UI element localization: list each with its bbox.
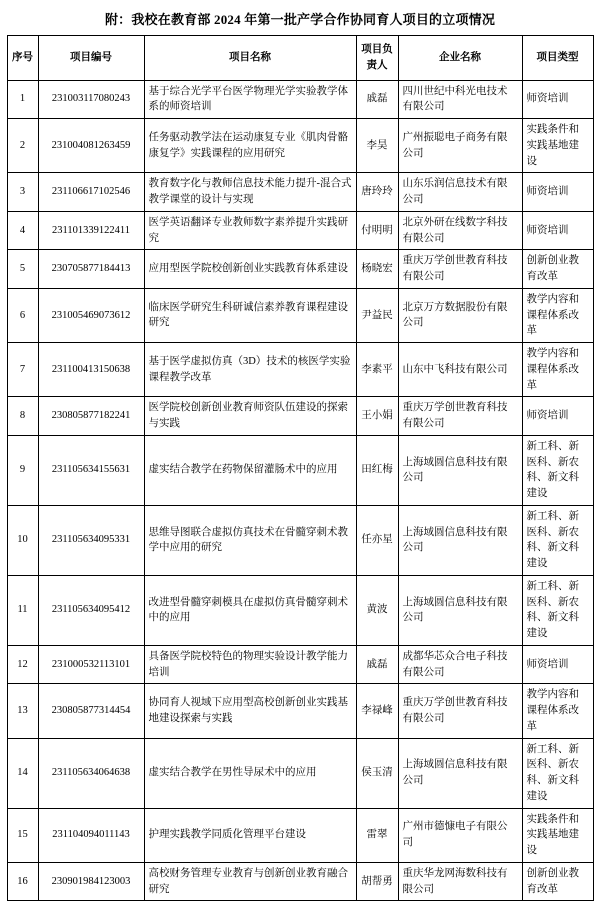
cell-project-leader: 李禄峰 xyxy=(356,684,398,738)
table-row xyxy=(7,211,593,250)
cell-project-number: 231004081263459 xyxy=(38,119,144,173)
cell-serial: 13 xyxy=(7,684,38,738)
cell-project-number: 231101339122411 xyxy=(38,211,144,250)
table-row xyxy=(7,684,593,738)
cell-serial: 1 xyxy=(7,80,38,119)
cell-project-number: 231105634155631 xyxy=(38,435,144,505)
cell-project-type: 实践条件和实践基地建设 xyxy=(522,119,593,173)
cell-project-name: 思维导图联合虚拟仿真技术在骨髓穿刺术教学中应用的研究 xyxy=(144,505,356,575)
cell-project-type: 创新创业教育改革 xyxy=(522,250,593,289)
cell-serial: 15 xyxy=(7,808,38,862)
cell-project-leader: 唐玲玲 xyxy=(356,173,398,212)
cell-serial: 16 xyxy=(7,862,38,901)
cell-project-number: 231003117080243 xyxy=(38,80,144,119)
cell-serial: 6 xyxy=(7,288,38,342)
cell-company-name: 上海域圆信息科技有限公司 xyxy=(398,738,522,808)
cell-project-number: 231105634095412 xyxy=(38,575,144,645)
cell-project-leader: 任亦星 xyxy=(356,505,398,575)
cell-project-type: 新工科、新医科、新农科、新文科建设 xyxy=(522,738,593,808)
cell-project-number: 231100413150638 xyxy=(38,343,144,397)
cell-project-type: 师资培训 xyxy=(522,397,593,436)
cell-project-name: 医学院校创新创业教育师资队伍建设的探索与实践 xyxy=(144,397,356,436)
cell-company-name: 上海域圆信息科技有限公司 xyxy=(398,575,522,645)
cell-project-type: 教学内容和课程体系改革 xyxy=(522,288,593,342)
page-title: 附：我校在教育部 2024 年第一批产学合作协同育人项目的立项情况 xyxy=(104,12,496,27)
cell-serial: 3 xyxy=(7,173,38,212)
cell-project-name: 教育数字化与教师信息技术能力提升-混合式教学课堂的设计与实现 xyxy=(144,173,356,212)
cell-company-name: 重庆万学创世教育科技有限公司 xyxy=(398,397,522,436)
cell-project-leader: 王小娟 xyxy=(356,397,398,436)
cell-serial: 14 xyxy=(7,738,38,808)
table-row xyxy=(7,80,593,119)
cell-company-name: 山东中飞科技有限公司 xyxy=(398,343,522,397)
cell-project-type: 师资培训 xyxy=(522,645,593,684)
cell-company-name: 上海域圆信息科技有限公司 xyxy=(398,505,522,575)
table-row xyxy=(7,505,593,575)
col-header-project-number: 项目编号 xyxy=(38,36,144,81)
cell-project-name: 具备医学院校特色的物理实验设计教学能力培训 xyxy=(144,645,356,684)
cell-project-number: 230805877314454 xyxy=(38,684,144,738)
cell-company-name: 北京外研在线数字科技有限公司 xyxy=(398,211,522,250)
table-row xyxy=(7,250,593,289)
cell-project-number: 231000532113101 xyxy=(38,645,144,684)
cell-project-name: 协同育人视域下应用型高校创新创业实践基地建设探索与实践 xyxy=(144,684,356,738)
cell-serial: 12 xyxy=(7,645,38,684)
cell-project-type: 新工科、新医科、新农科、新文科建设 xyxy=(522,575,593,645)
cell-project-type: 师资培训 xyxy=(522,173,593,212)
cell-project-name: 任务驱动教学法在运动康复专业《肌肉骨骼康复学》实践课程的应用研究 xyxy=(144,119,356,173)
cell-project-leader: 李昊 xyxy=(356,119,398,173)
cell-project-leader: 戚磊 xyxy=(356,80,398,119)
table-row xyxy=(7,288,593,342)
cell-project-type: 创新创业教育改革 xyxy=(522,862,593,901)
cell-company-name: 广州市德慷电子有限公司 xyxy=(398,808,522,862)
cell-company-name: 四川世纪中科光电技术有限公司 xyxy=(398,80,522,119)
table-row xyxy=(7,808,593,862)
cell-company-name: 重庆华龙网海数科技有限公司 xyxy=(398,862,522,901)
cell-project-type: 师资培训 xyxy=(522,80,593,119)
projects-table xyxy=(7,35,594,901)
cell-project-leader: 胡帮勇 xyxy=(356,862,398,901)
cell-project-leader: 杨晓宏 xyxy=(356,250,398,289)
table-row xyxy=(7,173,593,212)
table-header-row xyxy=(7,36,593,81)
cell-project-type: 新工科、新医科、新农科、新文科建设 xyxy=(522,435,593,505)
cell-serial: 2 xyxy=(7,119,38,173)
cell-project-name: 临床医学研究生科研诚信素养教育课程建设研究 xyxy=(144,288,356,342)
table-row xyxy=(7,645,593,684)
col-header-project-leader: 项目负责人 xyxy=(356,36,398,81)
cell-project-leader: 黄波 xyxy=(356,575,398,645)
cell-project-name: 医学英语翻译专业教师数字素养提升实践研究 xyxy=(144,211,356,250)
cell-serial: 5 xyxy=(7,250,38,289)
cell-project-leader: 田红梅 xyxy=(356,435,398,505)
cell-project-number: 230705877184413 xyxy=(38,250,144,289)
cell-project-number: 231104094011143 xyxy=(38,808,144,862)
cell-serial: 7 xyxy=(7,343,38,397)
col-header-company-name: 企业名称 xyxy=(398,36,522,81)
cell-project-number: 231106617102546 xyxy=(38,173,144,212)
cell-project-name: 基于综合光学平台医学物理光学实验教学体系的师资培训 xyxy=(144,80,356,119)
cell-project-leader: 雷翠 xyxy=(356,808,398,862)
cell-project-number: 231005469073612 xyxy=(38,288,144,342)
table-row xyxy=(7,119,593,173)
cell-project-type: 教学内容和课程体系改革 xyxy=(522,343,593,397)
cell-project-number: 230805877182241 xyxy=(38,397,144,436)
col-header-serial: 序号 xyxy=(7,36,38,81)
table-row xyxy=(7,343,593,397)
cell-project-name: 虚实结合教学在男性导尿术中的应用 xyxy=(144,738,356,808)
cell-project-type: 实践条件和实践基地建设 xyxy=(522,808,593,862)
cell-project-name: 护理实践教学同质化管理平台建设 xyxy=(144,808,356,862)
table-row xyxy=(7,862,593,901)
table-row xyxy=(7,397,593,436)
cell-project-type: 师资培训 xyxy=(522,211,593,250)
cell-serial: 8 xyxy=(7,397,38,436)
col-header-project-type: 项目类型 xyxy=(522,36,593,81)
cell-project-leader: 尹益民 xyxy=(356,288,398,342)
cell-company-name: 北京万方数据股份有限公司 xyxy=(398,288,522,342)
cell-project-leader: 李素平 xyxy=(356,343,398,397)
cell-project-name: 应用型医学院校创新创业实践教育体系建设 xyxy=(144,250,356,289)
cell-project-leader: 戚磊 xyxy=(356,645,398,684)
table-row xyxy=(7,738,593,808)
cell-company-name: 广州振聪电子商务有限公司 xyxy=(398,119,522,173)
cell-project-number: 231105634064638 xyxy=(38,738,144,808)
cell-project-name: 改进型骨髓穿刺模具在虚拟仿真骨髓穿刺术中的应用 xyxy=(144,575,356,645)
cell-serial: 9 xyxy=(7,435,38,505)
cell-company-name: 山东乐润信息技术有限公司 xyxy=(398,173,522,212)
col-header-project-name: 项目名称 xyxy=(144,36,356,81)
table-body xyxy=(7,80,593,901)
cell-project-name: 高校财务管理专业教育与创新创业教育融合研究 xyxy=(144,862,356,901)
cell-project-name: 基于医学虚拟仿真（3D）技术的核医学实验课程教学改革 xyxy=(144,343,356,397)
cell-serial: 11 xyxy=(7,575,38,645)
table-row xyxy=(7,435,593,505)
cell-project-type: 教学内容和课程体系改革 xyxy=(522,684,593,738)
cell-serial: 4 xyxy=(7,211,38,250)
cell-company-name: 上海域圆信息科技有限公司 xyxy=(398,435,522,505)
cell-project-leader: 侯玉清 xyxy=(356,738,398,808)
cell-serial: 10 xyxy=(7,505,38,575)
cell-project-number: 230901984123003 xyxy=(38,862,144,901)
cell-project-number: 231105634095331 xyxy=(38,505,144,575)
cell-company-name: 重庆万学创世教育科技有限公司 xyxy=(398,250,522,289)
cell-company-name: 重庆万学创世教育科技有限公司 xyxy=(398,684,522,738)
cell-project-name: 虚实结合教学在药物保留灌肠术中的应用 xyxy=(144,435,356,505)
header-row xyxy=(7,36,593,81)
cell-project-leader: 付明明 xyxy=(356,211,398,250)
table-row xyxy=(7,575,593,645)
cell-company-name: 成都华芯众合电子科技有限公司 xyxy=(398,645,522,684)
cell-project-type: 新工科、新医科、新农科、新文科建设 xyxy=(522,505,593,575)
